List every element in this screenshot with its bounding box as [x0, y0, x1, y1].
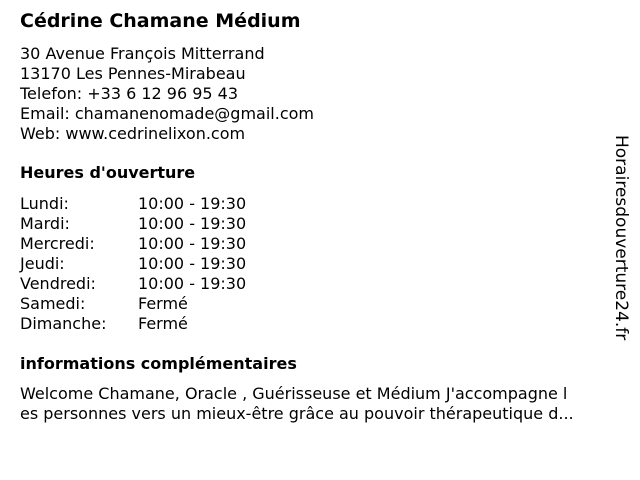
- day-label: Lundi:: [20, 194, 69, 213]
- additional-info-text: [20, 384, 622, 424]
- address-street: 30 Avenue François Mitterrand: [20, 44, 265, 63]
- description-line: es personnes vers un mieux-être grâce au pouvoir thérapeutique d...: [20, 404, 574, 423]
- opening-hours-table: [20, 194, 246, 334]
- day-hours: 10:00 - 19:30: [138, 234, 247, 253]
- day-label: Mardi:: [20, 214, 70, 233]
- hours-row-friday: [20, 274, 246, 294]
- contact-block: [20, 44, 314, 144]
- web-line: Web: www.cedrinelixon.com: [20, 124, 246, 143]
- day-hours: 10:00 - 19:30: [138, 194, 247, 213]
- day-hours: 10:00 - 19:30: [138, 214, 247, 233]
- hours-row-wednesday: [20, 234, 246, 254]
- day-hours: Fermé: [138, 294, 188, 313]
- phone-line: Telefon: +33 6 12 96 95 43: [20, 84, 239, 103]
- email-line: Email: chamanenomade@gmail.com: [20, 104, 314, 123]
- day-hours: 10:00 - 19:30: [138, 274, 247, 293]
- day-hours: Fermé: [138, 314, 188, 333]
- hours-row-thursday: [20, 254, 246, 274]
- hours-row-tuesday: [20, 214, 246, 234]
- day-label: Dimanche:: [20, 314, 107, 333]
- day-hours: 10:00 - 19:30: [138, 254, 247, 273]
- site-watermark: Horairesdouverture24.fr: [611, 135, 631, 341]
- day-label: Vendredi:: [20, 274, 96, 293]
- day-label: Mercredi:: [20, 234, 95, 253]
- description-line: Welcome Chamane, Oracle , Guérisseuse et Médium J'accompagne l: [20, 384, 568, 403]
- address-city: 13170 Les Pennes-Mirabeau: [20, 64, 246, 83]
- day-label: Jeudi:: [20, 254, 65, 273]
- opening-hours-heading: Heures d'ouverture: [20, 163, 196, 182]
- hours-row-saturday: [20, 294, 246, 314]
- hours-row-monday: [20, 194, 246, 214]
- day-label: Samedi:: [20, 294, 86, 313]
- hours-row-sunday: [20, 314, 246, 334]
- business-name: Cédrine Chamane Médium: [20, 10, 301, 32]
- additional-info-heading: informations complémentaires: [20, 354, 297, 373]
